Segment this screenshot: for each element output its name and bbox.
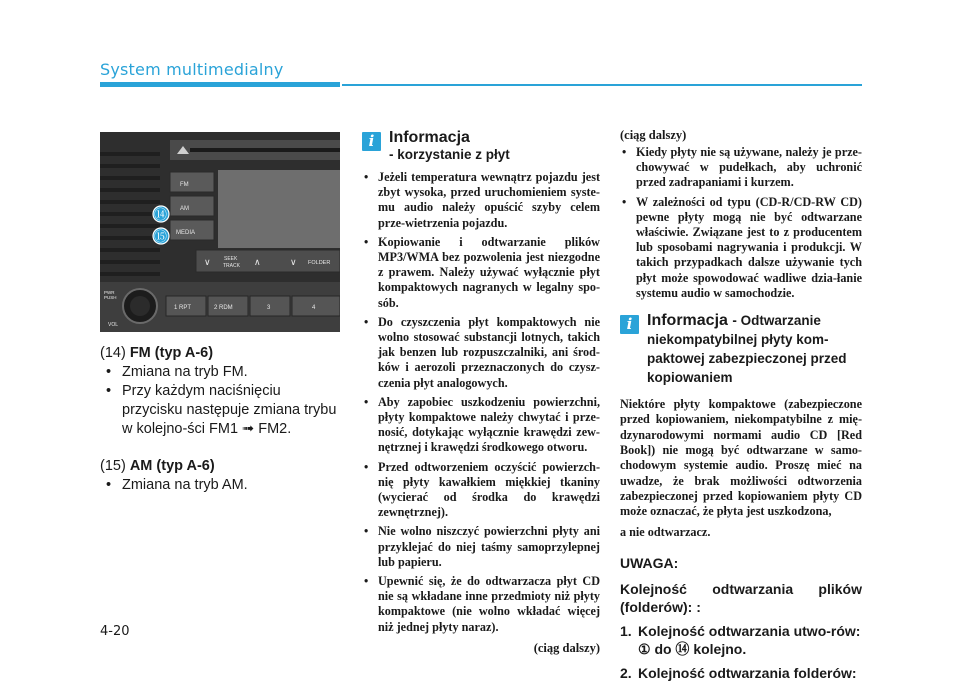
info-title: Informacja - Odtwarzanie niekompatybilnej płyty kom-paktowej zabezpieczonej przed kopiowaniem — [647, 312, 847, 386]
pwr-label: PWR — [104, 290, 115, 295]
list-item: • Do czyszczenia płyt kompaktowych nie wolno stosować substancji lotnych, takich jak benzen lub rozpuszczalniki, ani środ-ków i aerozoli przeznaczonych do czysz-czenia płyt analogowych. — [362, 315, 600, 391]
info-paragraph-end: a nie odtwarzacz. — [620, 525, 711, 540]
middle-column — [362, 128, 600, 656]
continued-label: (ciąg dalszy) — [533, 640, 600, 655]
item-15-title: AM (typ A-6) — [129, 458, 215, 474]
callout-15: ⑮ — [154, 230, 168, 245]
svg-text:∨: ∨ — [204, 258, 211, 268]
list-item: • W zależności od typu (CD-R/CD-RW CD) pewne płyty mogą nie być odtwarzane właściwie. Związane jest to z producentem lub sposobami nagrywania i produkcji. W takich przypadkach dalsze używanie tych płyt może spowodować wadliwe dzia-łanie systemu audio w samochodzie. — [620, 195, 862, 301]
header-rule-accent — [100, 82, 340, 87]
page-number: 4-20 — [100, 624, 130, 639]
list-item: • Upewnić się, że do odtwarzacza płyt CD nie są wkładane inne przedmioty niż płyty kompaktowe (nie wolno wkładać więcej niż jednej płyty naraz). — [362, 574, 600, 635]
list-item: • Kiedy płyty nie są używane, należy je prze-chowywać w pudełkach, aby uchronić przed zadrapaniami i kurzem. — [620, 145, 862, 191]
item-15-bullet-1: • Zmiana na tryb AM. — [100, 476, 342, 495]
playback-order-item-2: 2. Kolejność odtwarzania folderów: — [620, 665, 857, 682]
svg-text:∨: ∨ — [290, 258, 297, 268]
seek-label-line1: SEEK — [224, 256, 238, 262]
am-button-label: AM — [180, 206, 189, 212]
info-title: Informacja — [389, 129, 470, 146]
svg-text:∧: ∧ — [254, 258, 261, 268]
preset-3-label: 3 — [267, 305, 271, 311]
item-14-bullet-2: • Przy każdym naciśnięciu przycisku następuje zmiana trybu w kolejno-ści FM1 ➟ FM2. — [100, 382, 342, 439]
item-15-heading: (15) AM (typ A-6) — [100, 458, 215, 474]
section-title: System multimedialny — [100, 60, 284, 79]
list-item: • Aby zapobiec uszkodzeniu powierzchni, płyty kompaktowe należy chwytać i prze-nosić, dotykając wyłącznie krawędzi zew-nętrznej i krawędzi środkowego otworu. — [362, 395, 600, 456]
header-rule — [342, 84, 862, 86]
info-paragraph: Niektóre płyty kompaktowe (zabezpieczone przed kopiowaniem, niekompatybilne z mię-dzynarodowymi normami audio CD [Red Book]) nie mogą być odtwarzane w samo-chodowym systemie audio. Proszę mieć na uwadze, że brak możliwości odtworzenia zabezpieczonej przed kopiowaniem płyty CD może oznaczać, że płyta jest uszkodzona, — [620, 397, 862, 519]
list-item: • Przed odtworzeniem oczyścić powierzch-nię płyty kawałkiem miękkiej tkaniny (wycierać od środka do krawędzi zewnętrznej). — [362, 460, 600, 521]
info-bullet-list — [362, 170, 600, 635]
list-item: • Jeżeli temperatura wewnątrz pojazdu jest zbyt wysoka, przed uruchomieniem syste-mu audio należy opuścić szyby celem prze-wietrzenia pojazdu. — [362, 170, 600, 231]
continued-bullet-list — [620, 145, 862, 301]
list-item: • Nie wolno niszczyć powierzchni płyty ani przyklejać do niej taśmy samoprzylepnej lub papieru. — [362, 524, 600, 570]
radio-photo — [100, 132, 340, 332]
preset-4-label: 4 — [312, 305, 316, 311]
folder-label: FOLDER — [308, 260, 331, 266]
right-column — [620, 128, 862, 682]
left-column — [100, 340, 342, 495]
seek-label-line2: TRACK — [223, 263, 240, 269]
item-14-title: FM (typ A-6) — [129, 345, 214, 361]
push-label: PUSH — [104, 295, 117, 300]
playback-order-item-1: 1. Kolejność odtwarzania utwo-rów: ① do ⑭ kolejno. — [620, 623, 861, 658]
list-item: • Kopiowanie i odtwarzanie plików MP3/WMA bez pozwolenia jest niezgodne z prawem. Należy używać wyłącznie płyt kompaktowych nagranych w legalny spo-sób. — [362, 235, 600, 311]
playback-order-heading: Kolejność odtwarzania plików (folderów): : — [620, 581, 862, 616]
info-subtitle: - korzystanie z płyt — [389, 147, 510, 162]
info-box-heading — [620, 311, 862, 387]
info-box-heading — [362, 128, 600, 162]
info-subtitle: - Odtwarzanie niekompatybilnej płyty kom-paktowej zabezpieczonej przed kopiowaniem — [647, 313, 847, 386]
item-14-bullet-1: • Zmiana na tryb FM. — [100, 363, 342, 382]
info-icon: i — [362, 132, 381, 151]
preset-2-label: 2 RDM — [214, 305, 233, 311]
callout-14: ⑭ — [154, 208, 168, 223]
media-button-label: MEDIA — [176, 230, 196, 236]
info-icon: i — [620, 315, 639, 334]
vol-label: VOL — [108, 322, 119, 328]
preset-1-label: 1 RPT — [174, 305, 192, 311]
item-14-heading: (14) FM (typ A-6) — [100, 345, 214, 361]
fm-button-label: FM — [180, 182, 189, 188]
note-heading: UWAGA: — [620, 555, 679, 572]
continued-label: (ciąg dalszy) — [620, 128, 687, 142]
